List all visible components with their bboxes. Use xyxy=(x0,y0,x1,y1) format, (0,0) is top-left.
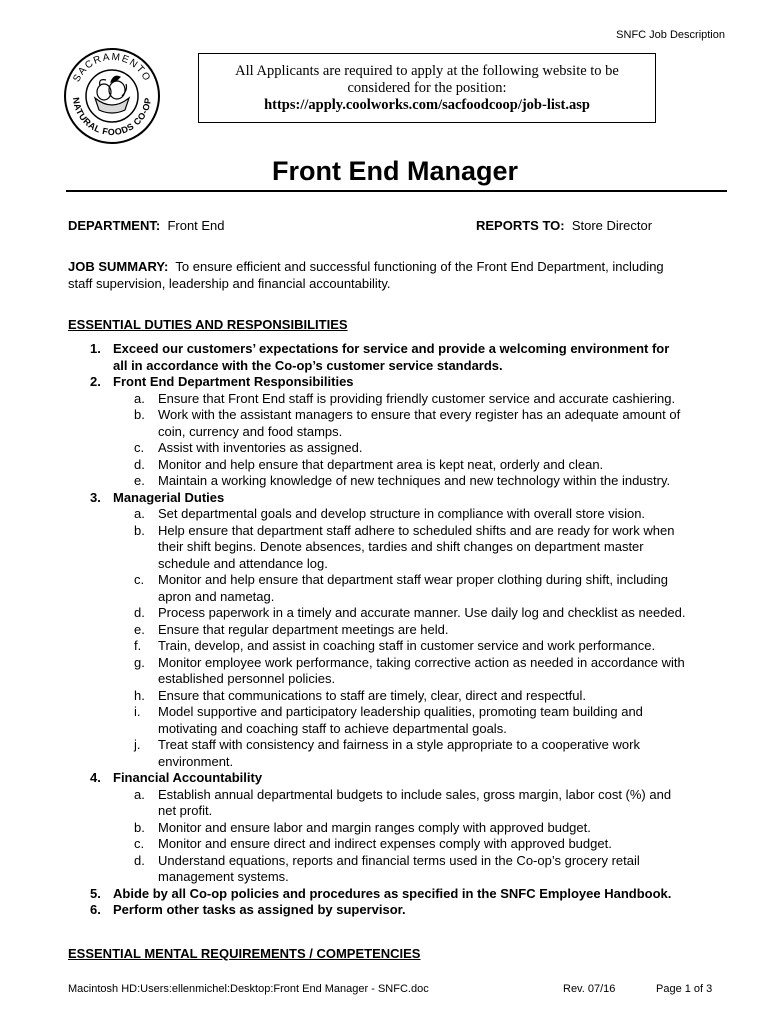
sub-text: management systems. xyxy=(158,869,289,884)
sub-letter: g. xyxy=(134,654,145,670)
sub-letter: d. xyxy=(134,605,145,620)
sub-letter: a. xyxy=(134,506,145,521)
sub-item xyxy=(68,737,728,770)
sub-item xyxy=(68,622,728,639)
department-field xyxy=(68,218,225,233)
sub-item xyxy=(68,605,728,622)
application-notice xyxy=(198,53,656,123)
sub-text: motivating and coaching staff to achieve departmental goals. xyxy=(158,720,507,736)
duty-item xyxy=(68,902,728,919)
sub-item xyxy=(68,407,728,440)
sub-item xyxy=(68,473,728,490)
department-value: Front End xyxy=(167,218,225,233)
sub-letter: d. xyxy=(134,852,145,868)
sub-letter: a. xyxy=(134,786,145,802)
sub-text: Monitor and ensure labor and margin ranges comply with approved budget. xyxy=(158,819,591,835)
job-summary-line-2: staff supervision, leadership and financial accountability. xyxy=(68,276,391,291)
sub-text: Work with the assistant managers to ensure that every register has an adequate amount of xyxy=(158,407,681,422)
duty-text: Financial Accountability xyxy=(113,770,263,785)
sub-letter: b. xyxy=(134,522,145,538)
sub-text: environment. xyxy=(158,753,234,769)
duty-number: 1. xyxy=(90,341,101,356)
sub-text: Treat staff with consistency and fairness in a style appropriate to a cooperative work xyxy=(158,737,640,752)
sub-item xyxy=(68,853,728,886)
duty-number: 5. xyxy=(90,885,101,901)
sub-text: Monitor employee work performance, taking corrective action as needed in accordance with xyxy=(158,654,685,670)
footer-page-number: Page 1 of 3 xyxy=(656,983,713,995)
sub-item xyxy=(68,572,728,605)
sub-text: Maintain a working knowledge of new techniques and new technology within the industry. xyxy=(158,473,671,488)
sub-item xyxy=(68,523,728,573)
notice-line-1: All Applicants are required to apply at the following website to be xyxy=(235,63,619,79)
sub-letter: a. xyxy=(134,390,145,406)
sub-letter: c. xyxy=(134,572,145,587)
sub-text: Set departmental goals and develop structure in compliance with overall store vision. xyxy=(158,506,646,521)
footer-revision: Rev. 07/16 xyxy=(563,983,616,995)
sub-letter: f. xyxy=(134,638,142,653)
sub-letter: b. xyxy=(134,407,145,422)
sub-item xyxy=(68,820,728,837)
job-summary-line-1: To ensure efficient and successful functioning of the Front End Department, including xyxy=(175,259,664,274)
sub-text: Ensure that communications to staff are timely, clear, direct and respectful. xyxy=(158,687,586,703)
sub-item xyxy=(68,688,728,705)
sub-item xyxy=(68,704,728,737)
sub-letter: j. xyxy=(134,737,141,752)
duty-number: 3. xyxy=(90,489,101,505)
job-summary xyxy=(68,258,718,292)
sub-letter: c. xyxy=(134,836,145,851)
duty-number: 4. xyxy=(90,770,101,785)
produce-basket-icon xyxy=(95,76,129,113)
duty-item xyxy=(68,770,728,787)
sub-text: established personnel policies. xyxy=(158,671,336,686)
sub-item xyxy=(68,836,728,853)
job-summary-label: JOB SUMMARY: xyxy=(68,259,169,274)
title-divider xyxy=(66,190,727,192)
duty-text: Managerial Duties xyxy=(113,489,225,505)
coop-logo xyxy=(62,46,162,146)
sub-item xyxy=(68,638,728,655)
duties-list xyxy=(68,341,728,919)
duty-item xyxy=(68,374,728,391)
sub-text: Model supportive and participatory leadership qualities, promoting team building and xyxy=(158,704,643,719)
page-title: Front End Manager xyxy=(271,156,518,186)
application-url[interactable]: https://apply.coolworks.com/sacfoodcoop/job-list.asp xyxy=(264,97,590,113)
sub-text: net profit. xyxy=(158,803,213,818)
sub-text: their shift begins. Denote absences, tardies and shift changes on department master xyxy=(158,539,644,554)
sub-letter: c. xyxy=(134,440,145,455)
duty-text: all in accordance with the Co-op’s customer service standards. xyxy=(113,357,503,373)
sub-text: Ensure that Front End staff is providing friendly customer service and accurate cashiering. xyxy=(158,390,676,406)
department-label: DEPARTMENT: xyxy=(68,218,161,233)
sub-letter: e. xyxy=(134,621,145,637)
logo-top-text: SACRAMENTO xyxy=(71,51,153,84)
sub-text: coin, currency and food stamps. xyxy=(158,423,343,439)
sub-item xyxy=(68,391,728,408)
svg-text:NATURAL FOODS CO-OP xyxy=(71,97,153,137)
doc-label: SNFC Job Description xyxy=(616,29,725,41)
sub-text: Train, develop, and assist in coaching staff in customer service and work performance. xyxy=(158,638,656,653)
sub-text: Process paperwork in a timely and accurate manner. Use daily log and checklist as needed. xyxy=(158,605,686,620)
notice-line-2: considered for the position: xyxy=(347,80,507,96)
duty-text: Exceed our customers’ expectations for service and provide a welcoming environment for xyxy=(113,341,670,356)
reports-to-field xyxy=(476,218,652,233)
sub-text: Monitor and help ensure that department area is kept neat, orderly and clean. xyxy=(158,456,604,472)
logo-bottom-text: NATURAL FOODS CO-OP xyxy=(70,96,154,138)
duty-number: 2. xyxy=(90,374,101,389)
duty-item xyxy=(68,490,728,507)
sub-text: schedule and attendance log. xyxy=(158,555,328,571)
sub-text: Monitor and ensure direct and indirect expenses comply with approved budget. xyxy=(158,836,612,851)
mental-requirements-heading: ESSENTIAL MENTAL REQUIREMENTS / COMPETENCIES xyxy=(68,946,421,961)
sub-text: Understand equations, reports and financial terms used in the Co-op’s grocery retail xyxy=(158,852,640,868)
sub-text: Assist with inventories as assigned. xyxy=(158,440,363,455)
sub-letter: e. xyxy=(134,473,145,488)
sub-text: apron and nametag. xyxy=(158,588,275,604)
sub-text: Establish annual departmental budgets to include sales, gross margin, labor cost (%) and xyxy=(158,786,672,802)
sub-item xyxy=(68,506,728,523)
duty-text: Front End Department Responsibilities xyxy=(113,374,354,389)
sub-letter: h. xyxy=(134,687,145,703)
duty-item xyxy=(68,886,728,903)
sub-letter: b. xyxy=(134,819,145,835)
duty-text: Abide by all Co-op policies and procedures as specified in the SNFC Employee Handbook. xyxy=(113,885,672,901)
reports-to-value: Store Director xyxy=(571,218,653,233)
sub-item xyxy=(68,787,728,820)
duty-number: 6. xyxy=(90,902,101,917)
sub-text: Ensure that regular department meetings are held. xyxy=(158,621,449,637)
sub-letter: i. xyxy=(134,704,141,719)
sub-text: Monitor and help ensure that department staff wear proper clothing during shift, including xyxy=(158,572,668,587)
duty-text: Perform other tasks as assigned by supervisor. xyxy=(113,902,406,917)
duties-heading: ESSENTIAL DUTIES AND RESPONSIBILITIES xyxy=(68,317,348,332)
footer-file-path: Macintosh HD:Users:ellenmichel:Desktop:Front End Manager - SNFC.doc xyxy=(68,983,429,995)
sub-text: Help ensure that department staff adhere to scheduled shifts and are ready for work when xyxy=(158,522,675,538)
reports-to-label: REPORTS TO: xyxy=(476,218,565,233)
sub-item xyxy=(68,457,728,474)
sub-item xyxy=(68,440,728,457)
duty-item xyxy=(68,341,728,374)
sub-item xyxy=(68,655,728,688)
sub-letter: d. xyxy=(134,456,145,472)
